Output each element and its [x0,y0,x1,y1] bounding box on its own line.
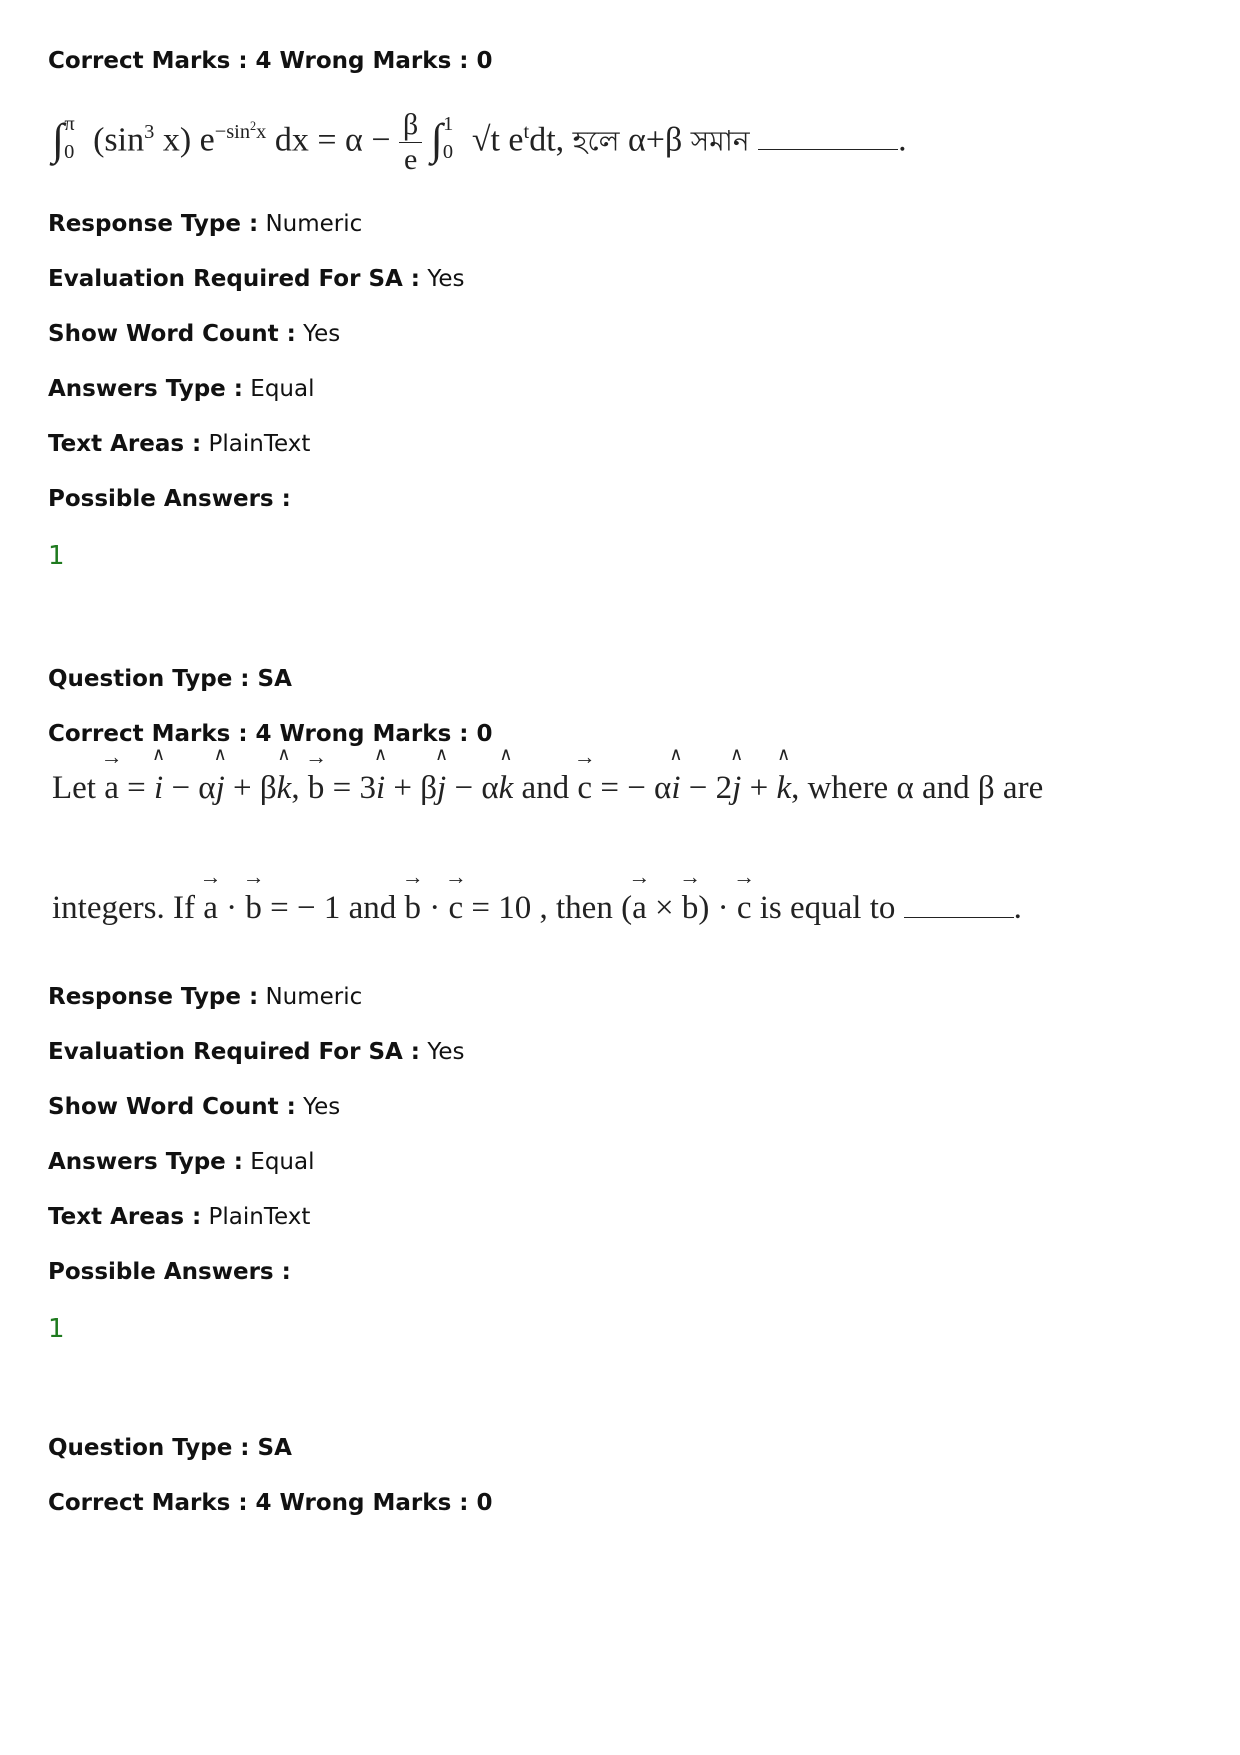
answers-type: Answers Type : Equal [48,376,315,402]
evaluation-required: Evaluation Required For SA : Yes [48,266,465,292]
question-1-math: $\int_0^\pi$ ($\sin^3$ x) $e^{-sin^2x}$ dx = α − $\frac{\beta}{e}$ $\int_0^1$ √t $e^tdt$, হলে α+β সমান . [52,108,907,176]
evaluation-required: Evaluation Required For SA : Yes [48,1039,465,1065]
possible-answers-label: Possible Answers : [48,486,291,512]
question-type: Question Type : SA [48,666,292,692]
marks-line: Correct Marks : 4 Wrong Marks : 0 [48,48,493,74]
question-2-math-line1: Let → a = ∧ i − α∧ j + β∧ k, → b = 3∧ i + β∧ j − α∧ k and → c = − α∧ i − 2∧ j + ∧ k, where α and β are [52,770,1043,830]
response-type: Response Type : Numeric [48,984,363,1010]
possible-answers-label: Possible Answers : [48,1259,291,1285]
answer-blank [758,148,898,150]
question-2-math-line2: integers. If → a · → b = − 1 and → b · → c = 10 , then (→ a × → b) · → c is equal to . [52,890,1022,960]
show-word-count: Show Word Count : Yes [48,321,341,347]
possible-answer: 1 [48,541,65,571]
possible-answer: 1 [48,1314,65,1344]
marks-line: Correct Marks : 4 Wrong Marks : 0 [48,721,493,747]
question-type: Question Type : SA [48,1435,292,1461]
response-type: Response Type : Numeric [48,211,363,237]
answers-type: Answers Type : Equal [48,1149,315,1175]
beta-over-e: $\frac{\beta}{e}$ [399,108,422,177]
answer-blank [904,916,1014,918]
text-areas: Text Areas : PlainText [48,431,311,457]
text-areas: Text Areas : PlainText [48,1204,311,1230]
integral-sign: ∫ [52,115,65,165]
show-word-count: Show Word Count : Yes [48,1094,341,1120]
marks-line: Correct Marks : 4 Wrong Marks : 0 [48,1490,493,1516]
